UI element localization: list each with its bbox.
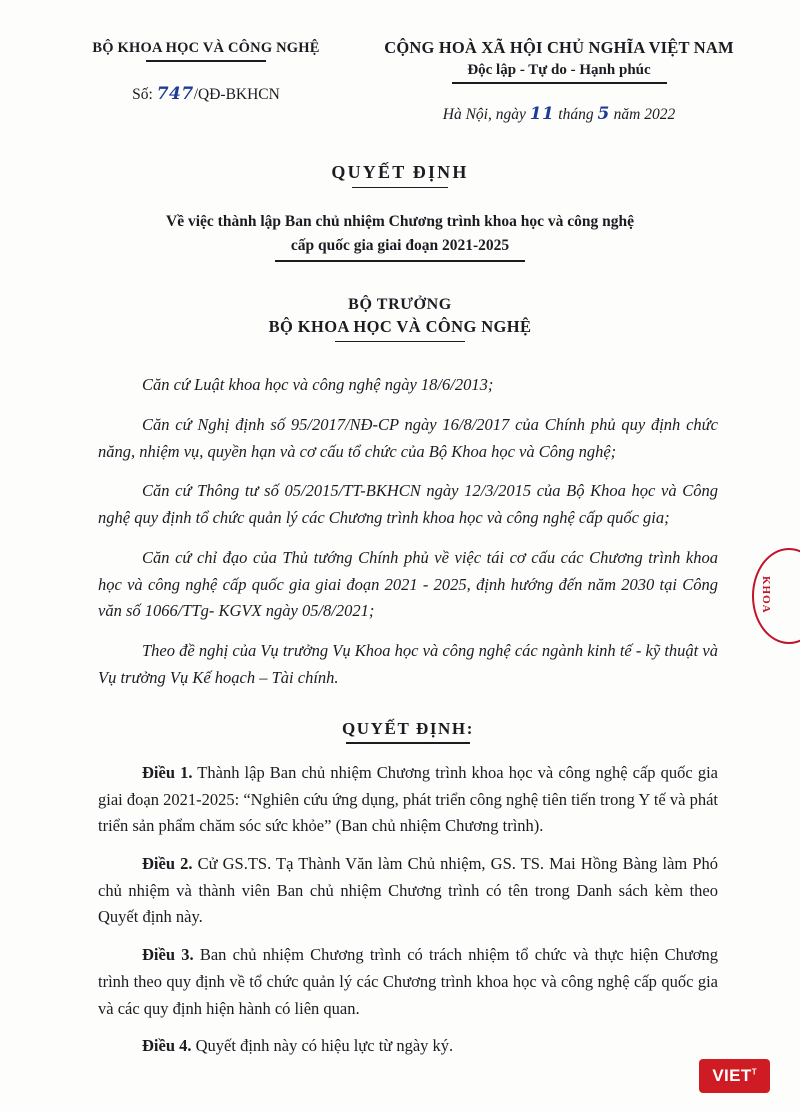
issuing-organization-block — [56, 30, 356, 124]
decision-title: QUYẾT ĐỊNH — [331, 161, 469, 182]
issue-date-month-label: tháng — [558, 105, 594, 123]
article-paragraph — [98, 760, 718, 840]
article-text: Thành lập Ban chủ nhiệm Chương trình khoa học và công nghệ cấp quốc gia giai đoạn 2021-2025: “Nghiên cứu ứng dụng, phát triển công nghệ tiên tiến trong Y tế và phát triển sản phẩm chăm sóc sức khỏe” (Ban chủ nhiệm Chương trình). — [98, 762, 718, 836]
article-paragraph — [98, 1033, 718, 1060]
nation-motto: Độc lập - Tự do - Hạnh phúc — [467, 62, 651, 78]
document-number-value: 747 — [156, 83, 194, 104]
document-subject — [0, 210, 800, 261]
issue-date-year: năm 2022 — [613, 105, 676, 123]
decision-heading — [98, 719, 718, 744]
issuer-ministry: BỘ KHOA HỌC VÀ CÔNG NGHỆ — [268, 316, 532, 336]
issue-date — [374, 104, 744, 124]
article-label: Điều 4. — [142, 1036, 192, 1056]
document-number-prefix: Số: — [132, 85, 153, 103]
issuer-block — [0, 296, 800, 343]
article-text: Ban chủ nhiệm Chương trình có trách nhiệm tổ chức và thực hiện Chương trình theo quy định về tổ chức quản lý các Chương trình khoa học và công nghệ cấp quốc gia và các quy định hiện hành có liên quan. — [98, 945, 719, 1018]
document-subject-underline — [275, 260, 525, 261]
title-block — [0, 162, 800, 343]
issuer-role: BỘ TRƯỞNG — [348, 295, 452, 313]
nation-title: CỘNG HOÀ XÃ HỘI CHỦ NGHĨA VIỆT NAM — [384, 38, 734, 57]
preamble-paragraph: Căn cứ Nghị định số 95/2017/NĐ-CP ngày 16/8/2017 của Chính phủ quy định chức năng, nhiệm vụ, quyền hạn và cơ cấu tổ chức của Bộ Khoa học và Công nghệ; — [98, 414, 718, 461]
issue-date-prefix: Hà Nội, ngày — [442, 105, 526, 123]
organization-name: BỘ KHOA HỌC VÀ CÔNG NGHỆ — [92, 40, 320, 56]
preamble-paragraph: Căn cứ chỉ đạo của Thủ tướng Chính phủ về việc tái cơ cấu các Chương trình khoa học và công nghệ cấp quốc gia giai đoạn 2021 - 2025, định hướng đến năm 2030 tại Công văn số 1066/TTg- KGVX ngày 05/8/2021; — [98, 547, 718, 621]
official-seal-text: KHOA — [760, 576, 772, 614]
motto-underline — [452, 82, 667, 84]
article-paragraph — [98, 942, 718, 1022]
article-text: Quyết định này có hiệu lực từ ngày ký. — [191, 1036, 454, 1056]
watermark-superscript: T — [751, 1067, 757, 1077]
decision-heading-underline — [346, 742, 470, 744]
preamble-paragraph: Căn cứ Thông tư số 05/2015/TT-BKHCN ngày 12/3/2015 của Bộ Khoa học và Công nghệ quy định tổ chức quản lý các Chương trình khoa học và công nghệ cấp quốc gia; — [98, 481, 718, 528]
article-label: Điều 2. — [142, 854, 193, 874]
decision-heading-text: QUYẾT ĐỊNH: — [341, 719, 475, 739]
issuer-underline — [335, 341, 465, 343]
document-header — [0, 0, 800, 124]
preamble-paragraph: Theo đề nghị của Vụ trưởng Vụ Khoa học và công nghệ các ngành kinh tế - kỹ thuật và Vụ trưởng Vụ Kế hoạch – Tài chính. — [98, 640, 718, 687]
document-subject-line-2: cấp quốc gia giai đoạn 2021-2025 — [290, 237, 510, 255]
organization-underline — [146, 60, 266, 62]
document-number-suffix: /QĐ-BKHCN — [193, 85, 280, 103]
issue-date-day: 11 — [529, 103, 555, 124]
article-label: Điều 3. — [142, 945, 194, 965]
national-heading-block — [374, 30, 744, 124]
article-paragraph — [98, 851, 718, 931]
document-body — [0, 372, 800, 1060]
issue-date-month: 5 — [597, 103, 610, 124]
preamble-paragraph: Căn cứ Luật khoa học và công nghệ ngày 18/6/2013; — [142, 375, 494, 395]
document-subject-line-1: Về việc thành lập Ban chủ nhiệm Chương trình khoa học và công nghệ — [166, 213, 634, 231]
article-text: Cử GS.TS. Tạ Thành Văn làm Chủ nhiệm, GS. TS. Mai Hồng Bàng làm Phó chủ nhiệm và thành viên Ban chủ nhiệm Chương trình có tên trong Danh sách kèm theo Quyết định này. — [98, 854, 719, 927]
watermark-badge — [699, 1059, 770, 1093]
decision-title-underline — [352, 187, 448, 189]
watermark-label: VIET — [712, 1066, 752, 1085]
article-label: Điều 1. — [142, 762, 193, 782]
document-number — [56, 84, 356, 104]
